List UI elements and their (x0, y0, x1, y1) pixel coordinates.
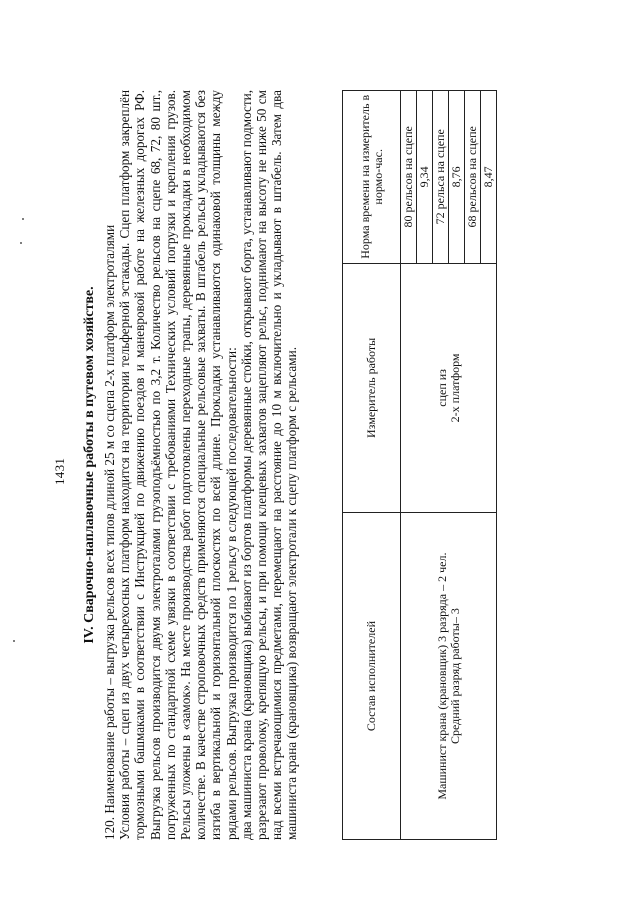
meter-line: сцеп из (434, 369, 449, 407)
work-sequence: два машиниста крана (крановщика) выбивают из бортов платформы деревянные стойки, открывают борта, устанавливают подмости, разрезают проволоку, крепящую рельсы, и при помощи клещевых захватов зацепляют рельс, поднимают на высоту не ниже 50 см над всеми встречающимися предметами, перемещают на расстояние до 10 м включительно и укладывают в штабель. Затем два машиниста крана (крановщика) возвращают электротали к сцепу платформ с рельсами. (238, 90, 300, 840)
norm-value: 8,76 (449, 91, 465, 264)
meter-cell (401, 263, 497, 513)
table-row (401, 91, 417, 840)
page-number: 1431 (52, 457, 67, 485)
norm-label: 72 рельса на сцепе (433, 91, 449, 264)
norm-value: 8,47 (481, 91, 497, 264)
norm-label: 68 рельсов на сцепе (465, 91, 481, 264)
norm-value: 9,34 (417, 91, 433, 264)
section-title: IV. Сварочно-наплавочные работы в путевом хозяйстве. (82, 286, 97, 644)
scan-speck (20, 242, 22, 244)
header-crew: Состав исполнителей (343, 513, 401, 840)
crew-line: Средний разряд работы– 3 (447, 608, 462, 744)
crew-cell (401, 513, 497, 840)
rotated-document-page (52, 90, 612, 840)
header-meter: Измеритель работы (343, 263, 401, 513)
header-norm: Норма времени на измеритель в нормо-час. (343, 91, 401, 264)
norm-label: 80 рельсов на сцепе (401, 91, 417, 264)
work-conditions: Условия работы – сцеп из двух четырехосных платформ находится на территории тельферной эстакады. Сцеп платформ закреплён тормозными башмаками в соответствии с Инструкцией по движению поездов и маневровой работе на железных дорогах РФ. Выгрузка рельсов производится двумя электроталями грузоподъёмностью по 3,2 т. Количество рельсов на сцепе 68, 72, 80 шт., погруженных по стандартной схеме увязки в соответствии с требованиями Технических условий погрузки и крепления грузов. Рельсы уложены в «замок». На месте производства работ подготовлены переходные трапы, деревянные прокладки в необходимом количестве. В качестве строповочных средств применяются специальные рельсовые захваты. В штабель рельсы укладываются без изгиба в вертикальной и горизонтальной плоскостях по всей длине. Прокладки устанавливаются одинаковой толщины между рядами рельсов. Выгрузка производится по 1 рельсу в следующей последовательности: (117, 90, 239, 840)
time-norms-table (342, 90, 497, 840)
meter-line: 2-х платформ (447, 353, 462, 423)
table-header-row (343, 91, 401, 840)
crew-line: Машинист крана (крановщик) 3 разряда – 2 чел. (434, 552, 449, 800)
scan-speck (22, 218, 24, 220)
work-description (102, 90, 300, 840)
item-heading: 120. Наименование работы – выгрузка рельсов всех типов длиной 25 м со сцепа 2-х платформ электроталями (102, 224, 117, 840)
scan-speck (13, 640, 15, 642)
